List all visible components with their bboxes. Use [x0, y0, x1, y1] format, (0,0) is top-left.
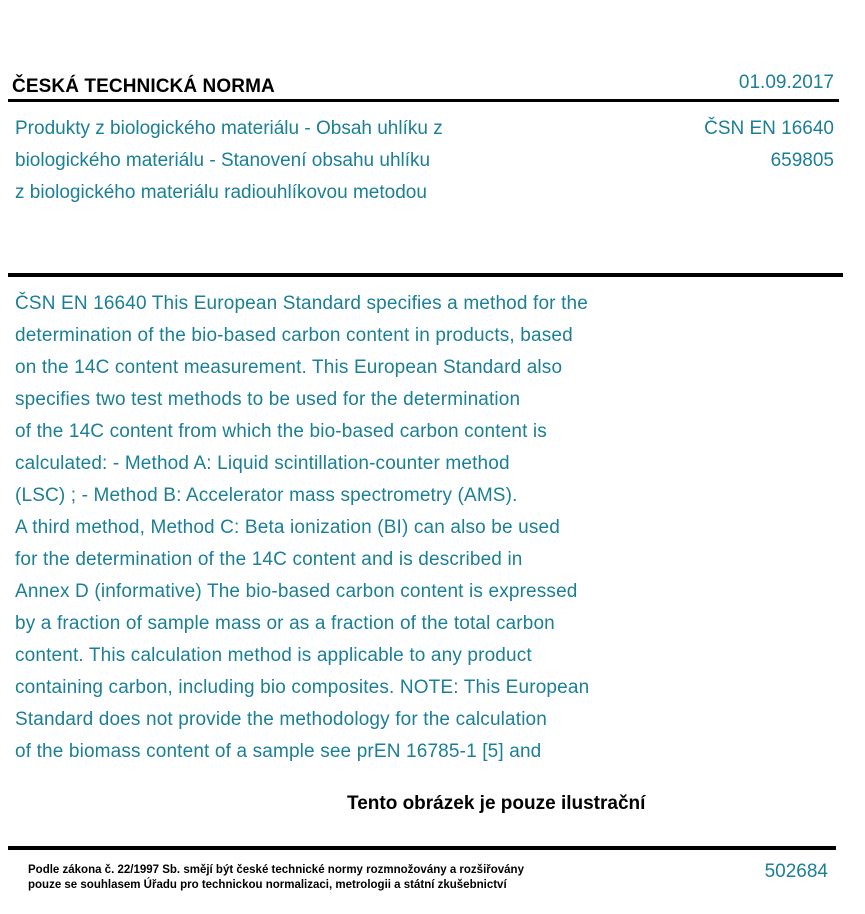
footer-divider [8, 846, 836, 850]
document-header-title: ČESKÁ TECHNICKÁ NORMA [12, 76, 275, 97]
footer-legal-line-1: Podle zákona č. 22/1997 Sb. smějí být české technické normy rozmnožovány a rozšiřovány [28, 864, 524, 876]
abstract-line: Standard does not provide the methodology for the calculation [15, 709, 547, 730]
footer-legal-line-2: pouze se souhlasem Úřadu pro technickou normalizaci, metrologii a státní zkušebnictví [28, 879, 507, 891]
abstract-line: ČSN EN 16640 This European Standard specifies a method for the [15, 293, 588, 314]
abstract-line: determination of the bio-based carbon content in products, based [15, 325, 573, 346]
section-divider [8, 273, 843, 277]
abstract-line: (LSC) ; - Method B: Accelerator mass spectrometry (AMS). [15, 485, 518, 506]
abstract-line: specifies two test methods to be used for the determination [15, 389, 521, 410]
abstract-line: for the determination of the 14C content and is described in [15, 549, 523, 570]
title-line-3: z biologického materiálu radiouhlíkovou metodou [15, 182, 427, 203]
abstract-line: containing carbon, including bio composites. NOTE: This European [15, 677, 590, 698]
abstract-line: on the 14C content measurement. This European Standard also [15, 357, 563, 378]
title-line-2: biologického materiálu - Stanovení obsahu uhlíku [15, 150, 431, 171]
title-line-1: Produkty z biologického materiálu - Obsah uhlíku z [15, 118, 443, 139]
abstract-line: of the 14C content from which the bio-based carbon content is [15, 421, 547, 442]
standard-number: ČSN EN 16640 [704, 118, 834, 139]
footer-document-code: 502684 [764, 861, 828, 882]
abstract-line: by a fraction of sample mass or as a fraction of the total carbon [15, 613, 555, 634]
illustration-disclaimer: Tento obrázek je pouze ilustrační [347, 793, 646, 814]
classification-code: 659805 [770, 150, 834, 171]
header-divider [8, 99, 839, 102]
publication-date: 01.09.2017 [738, 72, 834, 93]
abstract-line: A third method, Method C: Beta ionization (BI) can also be used [15, 517, 560, 538]
abstract-line: calculated: - Method A: Liquid scintillation-counter method [15, 453, 510, 474]
abstract-line: content. This calculation method is applicable to any product [15, 645, 532, 666]
abstract-line: Annex D (informative) The bio-based carbon content is expressed [15, 581, 578, 602]
abstract-line: of the biomass content of a sample see prEN 16785-1 [5] and [15, 741, 542, 762]
